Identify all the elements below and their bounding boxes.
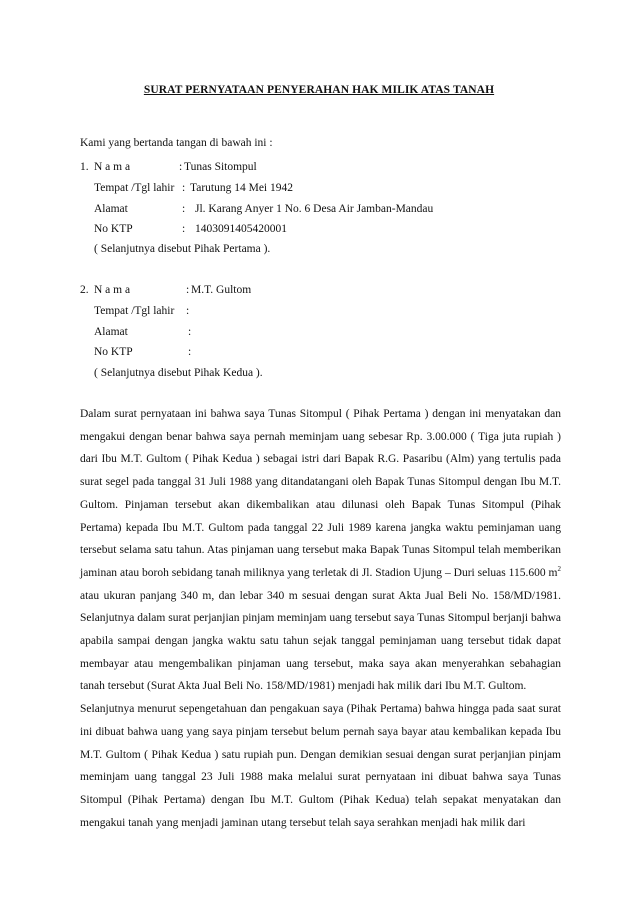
party2-note: ( Selanjutnya disebut Pihak Kedua ). xyxy=(94,367,263,379)
paragraph-1-text-b: atau ukuran panjang 340 m, dan lebar 340 m sesuai dengan surat Akta Jual Beli No. 158/MD/1981. Selanjutnya dalam surat perjanjian pinjam meminjam uang tersebut saya Tunas Sitompul berjanji bahwa apabila sampai dengan jangka waktu satu tahun sejak tanggal peminjaman uang tersebut tidak dapat membayar atau mengembalikan pinjaman uang tersebut, maka saya akan menyerahkan sebahagian tanah tersebut (Surat Akta Jual Beli No. 158/MD/1981) menjadi hak milik dari Ibu M.T. Gultom. xyxy=(80,589,561,693)
party2-ktp-sep: : xyxy=(188,346,192,358)
party1-address-sep: : xyxy=(182,203,186,215)
party2-name-value: M.T. Gultom xyxy=(191,284,252,296)
statement-paragraph-1 xyxy=(80,403,561,698)
party1-ktp-value: 1403091405420001 xyxy=(195,223,287,235)
party2-birth-sep: : xyxy=(186,305,190,317)
party1-name-label: N a m a xyxy=(94,161,131,173)
party2-ktp-label: No KTP xyxy=(94,346,133,358)
intro-line: Kami yang bertanda tangan di bawah ini : xyxy=(80,137,273,149)
party2-birth-label: Tempat /Tgl lahir xyxy=(94,305,175,317)
party1-ktp-sep: : xyxy=(182,223,186,235)
paragraph-1-text-a: Dalam surat pernyataan ini bahwa saya Tunas Sitompul ( Pihak Pertama ) dengan ini menyatakan dan mengakui dengan benar bahwa saya pernah meminjam uang sebesar Rp. 3.00.000 ( Tiga juta rupiah ) dari Ibu M.T. Gultom ( Pihak Kedua ) sebagai istri dari Bapak R.G. Pasaribu (Alm) yang tertulis pada surat segel pada tanggal 31 Juli 1988 yang ditandatangani oleh Bapak Tunas Sitompul dengan Ibu M.T. Gultom. Pinjaman tersebut akan dikembalikan atau dilunasi oleh Bapak Tunas Sitompul (Pihak Pertama) kepada Ibu M.T. Gultom pada tanggal 22 Juli 1989 karena jangka waktu peminjaman uang tersebut selama satu tahun. Atas pinjaman uang tersebut maka Bapak Tunas Sitompul telah memberikan jaminan atau boroh sebidang tanah miliknya yang terletak di Jl. Stadion Ujung – Duri seluas 115.600 m xyxy=(80,408,561,579)
party1-ktp-label: No KTP xyxy=(94,223,133,235)
party1-birth-sep: : xyxy=(182,182,186,194)
party2-number: 2. xyxy=(80,284,89,296)
statement-body xyxy=(80,403,561,834)
party1-address-value: Jl. Karang Anyer 1 No. 6 Desa Air Jamban-Mandau xyxy=(195,203,434,215)
party1-address-label: Alamat xyxy=(94,203,128,215)
party1-number: 1. xyxy=(80,161,89,173)
statement-paragraph-2: Selanjutnya menurut sepengetahuan dan pengakuan saya (Pihak Pertama) bahwa hingga pada saat surat ini dibuat bahwa uang yang saya pinjam tersebut belum pernah saya bayar atau kembalikan kepada Ibu M.T. Gultom ( Pihak Kedua ) satu rupiah pun. Dengan demikian sesuai dengan surat perjanjian pinjam meminjam uang tanggal 23 Juli 1988 maka melalui surat pernyataan ini dibuat bahwa saya Tunas Sitompul (Pihak Pertama) dengan Ibu M.T. Gultom (Pihak Kedua) telah sepakat menyatakan dan mengakui tanah yang menjadi jaminan utang tersebut telah saya serahkan menjadi hak milik dari xyxy=(80,703,561,829)
party1-name-value: Tunas Sitompul xyxy=(184,161,257,173)
document-title: SURAT PERNYATAAN PENYERAHAN HAK MILIK ATAS TANAH xyxy=(143,84,495,96)
party2-name-label: N a m a xyxy=(94,284,131,296)
party1-birth-value: Tarutung 14 Mei 1942 xyxy=(190,182,294,194)
party1-birth-label: Tempat /Tgl lahir xyxy=(94,182,175,194)
party2-address-sep: : xyxy=(188,326,192,338)
party2-name-sep: : xyxy=(186,284,190,296)
party1-note: ( Selanjutnya disebut Pihak Pertama ). xyxy=(94,243,271,255)
area-superscript: 2 xyxy=(557,565,561,574)
party1-name-sep: : xyxy=(179,161,183,173)
party2-address-label: Alamat xyxy=(94,326,128,338)
